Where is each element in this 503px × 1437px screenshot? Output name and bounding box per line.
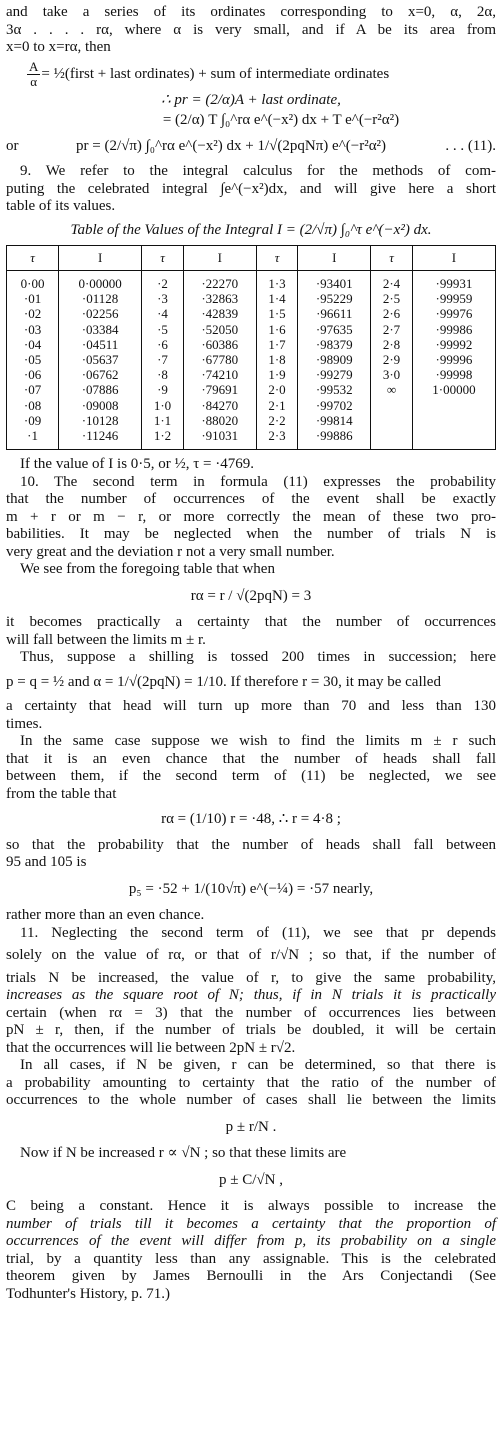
table-cell: ·99886 bbox=[298, 429, 371, 450]
table-cell: 2·6 bbox=[371, 307, 413, 322]
table-row bbox=[7, 271, 496, 293]
equation-lead: or bbox=[6, 137, 19, 154]
table-cell: ·06762 bbox=[59, 368, 142, 383]
table-cell: 2·8 bbox=[371, 338, 413, 353]
table-cell: ·99814 bbox=[298, 414, 371, 429]
table-cell: 1·3 bbox=[256, 271, 298, 293]
table-cell: ·88020 bbox=[183, 414, 256, 429]
text-line: puting the celebrated integral ∫e^(−x²)dx, and will give here a short bbox=[6, 180, 496, 197]
paragraph-10 bbox=[6, 474, 496, 579]
paragraph-9 bbox=[6, 163, 496, 216]
table-cell: 1·1 bbox=[142, 414, 184, 429]
equation-limits-1: p ± r/N . bbox=[225, 1118, 277, 1135]
text-line: trial, by a quantity less than any assignable. This is the celebrated bbox=[6, 1250, 496, 1267]
fraction-numerator: A bbox=[29, 58, 39, 74]
table-cell: 2·1 bbox=[256, 399, 298, 414]
table-cell: ·91031 bbox=[183, 429, 256, 450]
text-line: it becomes practically a certainty that the number of occurrences bbox=[6, 614, 496, 631]
table-cell: 1·00000 bbox=[412, 383, 495, 398]
table-body bbox=[7, 271, 496, 450]
table-cell: ·99702 bbox=[298, 399, 371, 414]
table-cell: ·03 bbox=[7, 323, 59, 338]
table-cell: ·42839 bbox=[183, 307, 256, 322]
table-header: I bbox=[59, 246, 142, 271]
table-cell: ·09008 bbox=[59, 399, 142, 414]
table-header: τ bbox=[371, 246, 413, 271]
table-cell: ·97635 bbox=[298, 323, 371, 338]
table-cell: 1·2 bbox=[142, 429, 184, 450]
text-line: a certainty that head will turn up more than 70 and less than 130 bbox=[6, 698, 496, 715]
table-cell: 2·3 bbox=[256, 429, 298, 450]
table-header: I bbox=[183, 246, 256, 271]
table-cell: ·5 bbox=[142, 323, 184, 338]
paragraph-11 bbox=[6, 925, 496, 1110]
table-cell: 2·7 bbox=[371, 323, 413, 338]
paragraph-10c bbox=[6, 698, 496, 803]
table-cell: ·01128 bbox=[59, 292, 142, 307]
text-line: very great and the deviation r not a very small number. bbox=[6, 543, 335, 560]
table-cell: ·22270 bbox=[183, 271, 256, 293]
text-line: that the number of occurrences of the event shall be exactly bbox=[6, 491, 496, 508]
table-cell: ·95229 bbox=[298, 292, 371, 307]
equation-area bbox=[6, 60, 496, 89]
paragraph-10b bbox=[6, 614, 496, 667]
table-row bbox=[7, 368, 496, 383]
text-line: number of trials till it becomes a certainty that the proportion of bbox=[6, 1215, 496, 1232]
table-cell: 2·0 bbox=[256, 383, 298, 398]
text-line: will fall between the limits m ± r. bbox=[6, 631, 206, 648]
table-cell: ·07 bbox=[7, 383, 59, 398]
table-cell: 1·0 bbox=[142, 399, 184, 414]
text-line: We see from the foregoing table that when bbox=[20, 561, 275, 578]
text-line: C being a constant. Hence it is always possible to increase the bbox=[6, 1198, 496, 1215]
text-line: 95 and 105 is bbox=[6, 854, 87, 871]
text-line: a probability amounting to certainty that the ratio of the number of bbox=[6, 1074, 496, 1091]
table-cell: ·7 bbox=[142, 353, 184, 368]
paragraph-ordinates bbox=[6, 4, 496, 57]
table-cell: ·6 bbox=[142, 338, 184, 353]
text-line: occurrences to the whole number of cases shall lie between the limits bbox=[6, 1092, 496, 1109]
table-cell: ·10128 bbox=[59, 414, 142, 429]
table-cell: ·99532 bbox=[298, 383, 371, 398]
table-cell bbox=[371, 414, 413, 429]
table-cell: ·05637 bbox=[59, 353, 142, 368]
table-header: τ bbox=[256, 246, 298, 271]
table-cell: 1·4 bbox=[256, 292, 298, 307]
table-cell: ·02 bbox=[7, 307, 59, 322]
table-cell: ·04511 bbox=[59, 338, 142, 353]
table-header: τ bbox=[142, 246, 184, 271]
table-row bbox=[7, 383, 496, 398]
text-after-table: If the value of I is 0·5, or ½, τ = ·4769. bbox=[20, 456, 255, 473]
text-line: m + r or m − r, or more correctly the mean of these two pro- bbox=[6, 508, 496, 525]
text-line: 11. Neglecting the second term of (11), we see that pr depends bbox=[20, 924, 496, 941]
table-cell: ·84270 bbox=[183, 399, 256, 414]
text-line: occurrences of the event will differ from p, its probability on a single bbox=[6, 1233, 496, 1250]
table-cell: ·07886 bbox=[59, 383, 142, 398]
table-cell: 2·2 bbox=[256, 414, 298, 429]
table-row bbox=[7, 399, 496, 414]
table-cell: ·09 bbox=[7, 414, 59, 429]
table-cell bbox=[412, 429, 495, 450]
text-line: and take a series of its ordinates corresponding to x=0, α, 2α, bbox=[6, 4, 496, 20]
table-cell bbox=[371, 399, 413, 414]
table-cell: ·74210 bbox=[183, 368, 256, 383]
table-cell: ·05 bbox=[7, 353, 59, 368]
table-cell: 2·4 bbox=[371, 271, 413, 293]
table-cell: 1·6 bbox=[256, 323, 298, 338]
text-line: 3α . . . . rα, where α is very small, and if A be its area from bbox=[6, 21, 496, 38]
text-line: certain (when rα = 3) that the number of occurrences lies between bbox=[6, 1004, 496, 1021]
table-cell: 2·5 bbox=[371, 292, 413, 307]
fraction-denominator: α bbox=[27, 74, 40, 89]
text-line: between them, if the second term of (11) be neglected, we see bbox=[6, 768, 496, 785]
table-cell: ·8 bbox=[142, 368, 184, 383]
table-cell: ·99959 bbox=[412, 292, 495, 307]
equation-body: pr = (2/√π) ∫₀^rα e^(−x²) dx + 1/√(2pqNπ) e^(−r²α²) bbox=[76, 137, 387, 154]
table-cell: ·04 bbox=[7, 338, 59, 353]
text-line: that it is an even chance that the number of heads shall fall bbox=[6, 750, 496, 767]
table-cell: ·4 bbox=[142, 307, 184, 322]
table-header: I bbox=[298, 246, 371, 271]
text-line: rather more than an even chance. bbox=[6, 907, 205, 924]
text-line: In all cases, if N be given, r can be determined, so that there is bbox=[20, 1057, 496, 1074]
equation-p5: p₅ = ·52 + 1/(10√π) e^(−¼) = ·57 nearly, bbox=[128, 880, 374, 897]
table-row bbox=[7, 307, 496, 322]
table-cell: ·06 bbox=[7, 368, 59, 383]
table-cell: ·67780 bbox=[183, 353, 256, 368]
table-cell: 3·0 bbox=[371, 368, 413, 383]
table-cell: ·9 bbox=[142, 383, 184, 398]
paragraph-final bbox=[6, 1198, 496, 1303]
text-line: pN ± r, then, if the number of trials be doubled, it will be certain bbox=[6, 1022, 496, 1039]
text-line: theorem given by James Bernoulli in the Ars Conjectandi (See bbox=[6, 1268, 496, 1285]
table-cell: ·99998 bbox=[412, 368, 495, 383]
text-line: table of its values. bbox=[6, 198, 116, 214]
table-cell bbox=[412, 399, 495, 414]
equation-number: . . . (11). bbox=[445, 137, 496, 154]
table-row bbox=[7, 353, 496, 368]
table-cell bbox=[412, 414, 495, 429]
table-cell: ·98379 bbox=[298, 338, 371, 353]
text-line: babilities. It may be neglected when the number of trials N is bbox=[6, 526, 496, 543]
table-cell: ·93401 bbox=[298, 271, 371, 293]
document-page bbox=[6, 4, 496, 1303]
text-line: Todhunter's History, p. 71.) bbox=[6, 1285, 170, 1302]
table-cell: 1·5 bbox=[256, 307, 298, 322]
equation-text: = ½(first + last ordinates) + sum of intermediate ordinates bbox=[41, 65, 390, 82]
table-cell: ·99992 bbox=[412, 338, 495, 353]
table-cell: ·11246 bbox=[59, 429, 142, 450]
equation-pr-2: = (2/α) T ∫₀^rα e^(−x²) dx + T e^(−r²α²) bbox=[162, 112, 400, 128]
table-cell: ·08 bbox=[7, 399, 59, 414]
table-cell: 0·00000 bbox=[59, 271, 142, 293]
equation-ra-2: rα = (1/10) r = ·48, ∴ r = 4·8 ; bbox=[161, 811, 341, 828]
text-line: In the same case suppose we wish to find the limits m ± r such bbox=[20, 733, 496, 750]
table-cell: 1·8 bbox=[256, 353, 298, 368]
integral-values-table bbox=[6, 245, 496, 450]
table-row bbox=[7, 323, 496, 338]
table-cell: 1·7 bbox=[256, 338, 298, 353]
text-line: 10. The second term in formula (11) expresses the probability bbox=[20, 473, 496, 490]
table-row bbox=[7, 429, 496, 450]
table-cell: ·96611 bbox=[298, 307, 371, 322]
text-line: Thus, suppose a shilling is tossed 200 times in succession; here bbox=[20, 649, 496, 666]
equation-ra: rα = r / √(2pqN) = 3 bbox=[190, 587, 312, 604]
table-cell: ·03384 bbox=[59, 323, 142, 338]
equation-pr-1: ∴ pr = (2/α)A + last ordinate, bbox=[161, 91, 341, 108]
table-cell: ·1 bbox=[7, 429, 59, 450]
table-row bbox=[7, 414, 496, 429]
table-cell: 1·9 bbox=[256, 368, 298, 383]
table-cell: ·99986 bbox=[412, 323, 495, 338]
table-row bbox=[7, 338, 496, 353]
equation-11 bbox=[6, 138, 496, 156]
table-cell: ·32863 bbox=[183, 292, 256, 307]
table-cell: ·99996 bbox=[412, 353, 495, 368]
text-line: x=0 to x=rα, then bbox=[6, 39, 111, 55]
text-line: that the occurrences will lie between 2pN ± r√2. bbox=[6, 1039, 296, 1056]
equation-limits-2: p ± C/√N , bbox=[219, 1171, 283, 1188]
table-cell: 0·00 bbox=[7, 271, 59, 293]
text-line: 9. We refer to the integral calculus for the methods of com- bbox=[20, 163, 496, 179]
text-line: increases as the square root of N; thus, if in N trials it is practically bbox=[6, 987, 496, 1004]
table-row bbox=[7, 292, 496, 307]
table-cell: ·01 bbox=[7, 292, 59, 307]
table-cell: ·2 bbox=[142, 271, 184, 293]
table-cell: ·02256 bbox=[59, 307, 142, 322]
table-cell: ·99279 bbox=[298, 368, 371, 383]
table-cell: 2·9 bbox=[371, 353, 413, 368]
table-header: I bbox=[412, 246, 495, 271]
table-header: τ bbox=[7, 246, 59, 271]
table-cell: ·99931 bbox=[412, 271, 495, 293]
text-line: trials N be increased, the value of r, to give the same probability, bbox=[6, 969, 496, 986]
text-line: from the table that bbox=[6, 785, 117, 802]
table-cell: ·60386 bbox=[183, 338, 256, 353]
table-cell bbox=[371, 429, 413, 450]
table-header-row bbox=[7, 246, 496, 271]
table-cell: ·3 bbox=[142, 292, 184, 307]
paragraph-10d bbox=[6, 837, 496, 872]
table-caption: Table of the Values of the Integral I = (2/√π) ∫₀^τ e^(−x²) dx. bbox=[70, 221, 432, 238]
fraction bbox=[27, 60, 40, 89]
text-line-pq: p = q = ½ and α = 1/√(2pqN) = 1/10. If therefore r = 30, it may be called bbox=[6, 673, 441, 690]
table-cell: ·52050 bbox=[183, 323, 256, 338]
text-line: times. bbox=[6, 715, 43, 732]
text-line: Now if N be increased r ∝ √N ; so that these limits are bbox=[20, 1145, 347, 1162]
table-cell: ·79691 bbox=[183, 383, 256, 398]
table-cell: ·98909 bbox=[298, 353, 371, 368]
text-line: solely on the value of rα, or that of r/√N ; so that, if the number of bbox=[6, 947, 496, 964]
table-cell: ·99976 bbox=[412, 307, 495, 322]
table-cell: ∞ bbox=[371, 383, 413, 398]
text-line: so that the probability that the number of heads shall fall between bbox=[6, 836, 496, 853]
